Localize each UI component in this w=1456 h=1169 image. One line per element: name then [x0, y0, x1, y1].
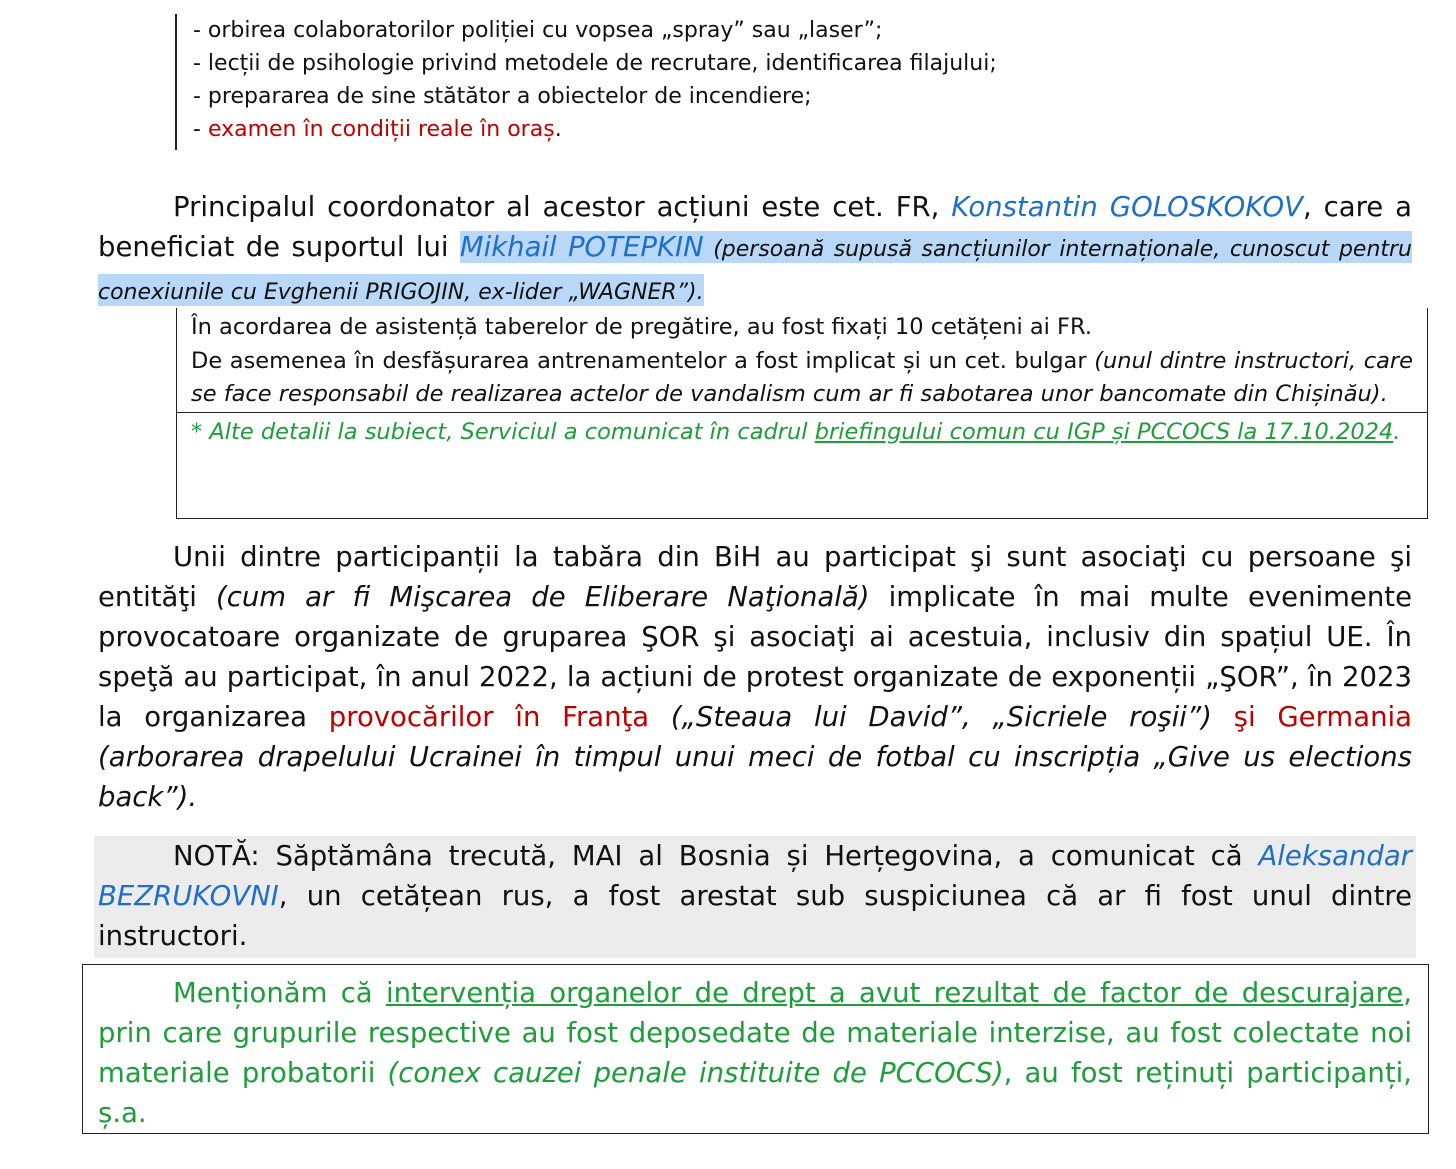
note-block: [94, 836, 1416, 958]
p2-text-a: Unii dintre participanții la tabăra din BiH au participat şi sunt asociaţi cu persoane şi entităţi: [98, 541, 1412, 613]
details-box: [176, 308, 1428, 519]
list-item-end: .: [554, 117, 562, 142]
list-item: - orbirea colaboratorilor poliției cu vopsea „spray” sau „laser”;: [193, 18, 883, 43]
p2-text-b: implicate în mai multe evenimente provocatoare organizate de gruparea ŞOR şi asociaţi ai acestuia, inclusiv din spațiul UE. În speţă au participat, în anul 2022, la acțiuni de protest organizate de exponenții „ŞOR”, în 2023 la organizarea: [98, 581, 1412, 733]
list-item: - lecții de psihologie privind metodele de recrutare, identificarea filajului;: [193, 51, 997, 76]
note-end: .: [1393, 418, 1401, 445]
p3-text-b: , prin care grupurile respective au fost deposedate de materiale interzise, au fost colectate noi materiale probatorii: [98, 977, 1412, 1089]
list-item: - prepararea de sine stătător a obiectelor de incendiere;: [193, 84, 812, 109]
paragraph-coordinator: [98, 187, 1412, 313]
briefing-link[interactable]: briefingului comun cu IGP și PCCOCS la 17.10.2024: [814, 418, 1394, 445]
details-line-2: [191, 345, 1413, 412]
details-box-body: [177, 308, 1427, 412]
person-name-potepkin: Mikhail POTEPKIN: [459, 231, 704, 263]
conclusion-paragraph: [98, 973, 1412, 1133]
p2-red-france: provocărilor în Franţa: [328, 701, 650, 733]
p3-text-c: , au fost reținuți participanți, ș.a.: [98, 1057, 1412, 1129]
p3-underlined: intervenția organelor de drept a avut rezultat de factor de descurajare: [385, 977, 1404, 1009]
nota-text-a: NOTĂ: Săptămâna trecută, MAI al Bosnia și Herțegovina, a comunicat că: [173, 840, 1259, 872]
note-paragraph: [98, 836, 1412, 956]
p2-italic-3: (arborarea drapelului Ucrainei în timpul unui meci de fotbal cu inscripția „Give us elections back”).: [98, 741, 1412, 813]
p1-text-a: Principalul coordonator al acestor acțiuni este cet. FR,: [173, 191, 952, 223]
paragraph-participants: [98, 537, 1412, 817]
nota-text-b: , un cetățean rus, a fost arestat sub suspiciunea că ar fi fost unul dintre instructori.: [98, 880, 1412, 952]
person-name-goloskokov: Konstantin GOLOSKOKOV: [951, 191, 1303, 223]
list-dash: -: [193, 117, 208, 142]
list-item: [193, 113, 1405, 146]
p1-text-b: , care a beneficiat de suportul lui: [98, 191, 1412, 263]
person-name-bezrukovni: Aleksandar BEZRUKOVNI: [98, 840, 1412, 912]
details-line-2-italic: (unul dintre instructori, care se face responsabil de realizarea actelor de vandalism cum ar fi sabotarea unor bancomate din Chișinău).: [191, 347, 1414, 407]
p2-red-germany: şi Germania: [1233, 701, 1412, 733]
conclusion-box: [82, 964, 1429, 1134]
p3-italic: (conex cauzei penale instituite de PCCOCS): [387, 1057, 1004, 1089]
list-item-highlight: examen în condiții reale în oraș: [207, 117, 555, 142]
details-line-1: În acordarea de asistență taberelor de pregătire, au fost fixați 10 cetățeni ai FR.: [191, 314, 1092, 340]
p2-italic-2: („Steaua lui David”, „Sicriele roşii”): [649, 701, 1234, 733]
bullet-list: [175, 14, 1405, 150]
details-line-2-text: De asemenea în desfășurarea antrenamentelor a fost implicat și un cet. bulgar: [191, 347, 1095, 374]
p1-parenthetical: (persoană supusă sancțiunilor internaționale, cunoscut pentru conexiunile cu Evghenii PRIGOJIN, ex-lider „WAGNER”).: [98, 237, 1413, 305]
p2-italic-1: (cum ar fi Mişcarea de Eliberare Naţională): [215, 581, 870, 613]
details-note: [177, 412, 1427, 450]
p3-text-a: Menționăm că: [173, 977, 386, 1009]
note-text: * Alte detalii la subiect, Serviciul a comunicat în cadrul: [191, 418, 815, 445]
